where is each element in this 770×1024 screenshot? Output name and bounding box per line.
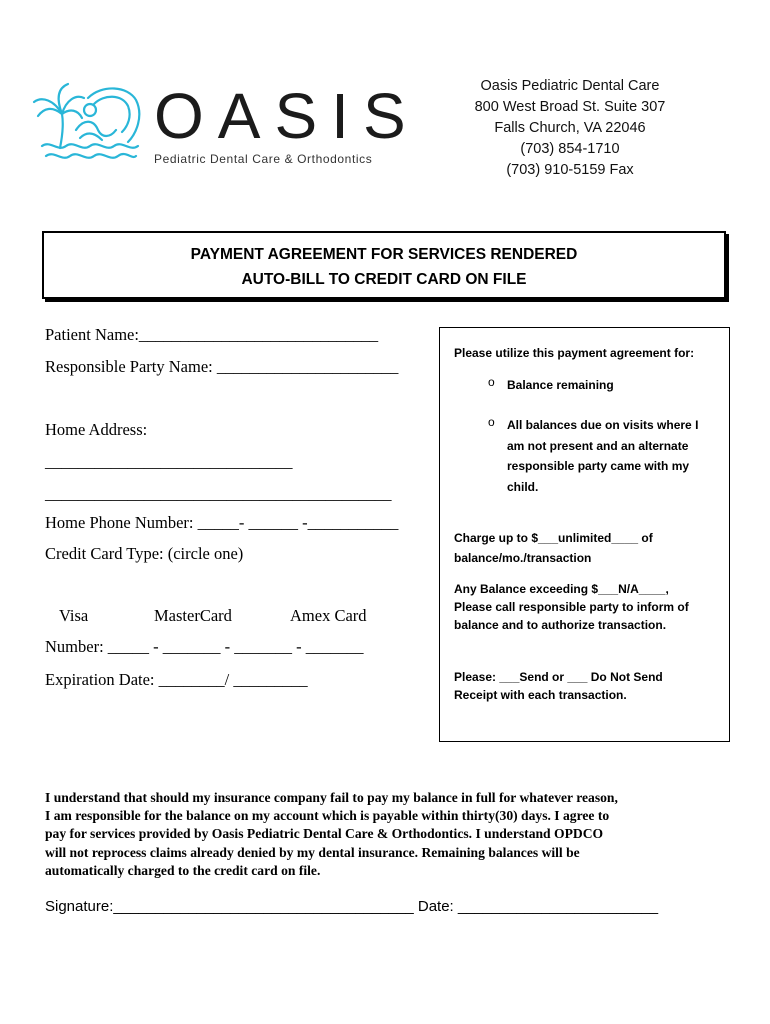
receipt-option-line: Receipt with each transaction. — [454, 688, 627, 702]
exceed-balance-line: Any Balance exceeding $___N/A____, — [454, 582, 669, 596]
card-option-mastercard[interactable]: MasterCard — [154, 606, 232, 625]
title-line-2: AUTO-BILL TO CREDIT CARD ON FILE — [241, 271, 527, 288]
charge-limit-line: balance/mo./transaction — [454, 551, 592, 565]
card-number-field[interactable]: Number: _____ - _______ - _______ - _______ — [45, 637, 364, 656]
statement-line: I understand that should my insurance company fail to pay my balance in full for whatever reason, — [45, 790, 618, 805]
statement-line: pay for services provided by Oasis Pediatric Dental Care & Orthodontics. I understand OPDCO — [45, 826, 604, 842]
bullet-marker: o — [488, 415, 495, 429]
exceed-balance-line: balance and to authorize transaction. — [454, 618, 667, 632]
logo-wordmark: OASIS — [154, 80, 420, 152]
expiration-date-field[interactable]: Expiration Date: ________/ _________ — [45, 670, 308, 689]
bullet-marker: o — [488, 375, 495, 389]
home-phone-field[interactable]: Home Phone Number: _____- ______ -___________ — [45, 513, 399, 532]
statement-line: I am responsible for the balance on my account which is payable within thirty(30) days. I agree to — [45, 808, 610, 824]
card-option-visa[interactable]: Visa — [59, 606, 89, 625]
card-option-amex[interactable]: Amex Card — [290, 606, 367, 625]
home-address-line-1[interactable]: ______________________________ — [45, 452, 293, 471]
bullet-all-balances-line: am not present and an alternate — [507, 438, 689, 453]
receipt-option-line[interactable]: Please: ___Send or ___ Do Not Send — [454, 670, 663, 684]
responsible-party-field[interactable]: Responsible Party Name: ______________________ — [45, 357, 399, 376]
payment-options-box — [439, 327, 730, 742]
oasis-logo-icon — [32, 80, 148, 166]
statement-line: automatically charged to the credit card on file. — [45, 862, 321, 878]
address-line: 800 West Broad St. Suite 307 — [474, 99, 666, 115]
document-title — [42, 231, 726, 299]
address-line: Falls Church, VA 22046 — [494, 120, 646, 136]
clinic-address — [440, 76, 700, 181]
patient-name-field[interactable]: Patient Name:_____________________________ — [45, 325, 379, 344]
bullet-all-balances-line: responsible party came with my — [507, 459, 690, 473]
charge-limit-line: Charge up to $___unlimited____ of — [454, 531, 653, 545]
statement-line: will not reprocess claims already denied by my dental insurance. Remaining balances will be — [45, 844, 580, 860]
card-type-label: Credit Card Type: (circle one) — [45, 544, 244, 563]
exceed-balance-line: Please call responsible party to inform of — [454, 600, 689, 614]
title-line-1: PAYMENT AGREEMENT FOR SERVICES RENDERED — [190, 246, 578, 263]
side-box-intro: Please utilize this payment agreement for: — [454, 346, 695, 360]
home-address-label: Home Address: — [45, 420, 148, 439]
bullet-all-balances-line: child. — [507, 479, 539, 494]
agreement-statement — [45, 789, 705, 880]
bullet-all-balances-line: All balances due on visits where I — [507, 418, 699, 432]
address-line: (703) 910-5159 Fax — [506, 162, 634, 178]
home-address-line-2[interactable]: __________________________________________ — [45, 484, 392, 503]
logo-subtitle: Pediatric Dental Care & Orthodontics — [154, 152, 373, 166]
signature-date-field[interactable]: Signature:____________________________________ Date: ________________________ — [45, 898, 659, 915]
address-line: Oasis Pediatric Dental Care — [480, 78, 660, 94]
bullet-balance-remaining: Balance remaining — [507, 378, 614, 392]
address-line: (703) 854-1710 — [520, 141, 620, 157]
